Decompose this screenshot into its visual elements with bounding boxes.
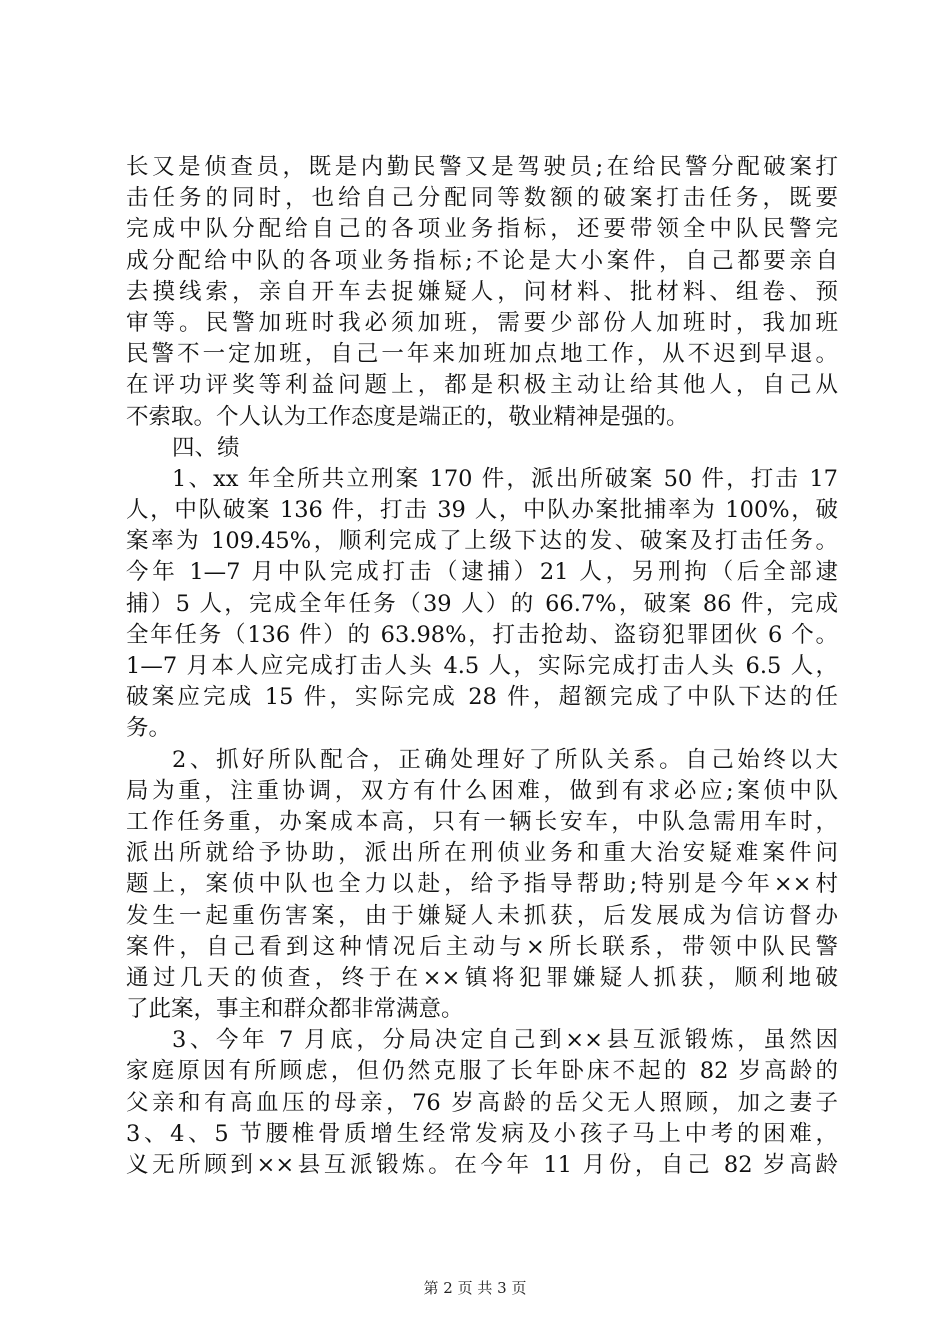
document-body — [126, 152, 838, 1181]
page-footer: 第 2 页 共 3 页 — [423, 1279, 527, 1297]
text-line: 务。 — [126, 715, 172, 742]
text-line: 3、今年 7 月底，分局决定自己到××县互派锻炼，虽然因 — [172, 1027, 838, 1054]
text-line: 义无所顾到××县互派锻炼。在今年 11 月份，自己 82 岁高龄 — [126, 1152, 838, 1178]
text-line: 成分配给中队的各项业务指标;不论是大小案件，自己都要亲自 — [126, 247, 838, 274]
text-line: 派出所就给予协助，派出所在刑侦业务和重大治安疑难案件问 — [126, 840, 838, 867]
text-line: 父亲和有高血压的母亲，76 岁高龄的岳父无人照顾，加之妻子 — [126, 1089, 838, 1116]
text-line: 人，中队破案 136 件，打击 39 人，中队办案批捕率为 100%，破 — [126, 497, 838, 524]
text-line: 了此案，事主和群众都非常满意。 — [126, 996, 464, 1023]
text-line: 局为重，注重协调，双方有什么困难，做到有求必应;案侦中队 — [126, 777, 838, 804]
text-line: 今年 1—7 月中队完成打击（逮捕）21 人，另刑拘（后全部逮 — [126, 559, 838, 586]
text-line: 捕）5 人，完成全年任务（39 人）的 66.7%，破案 86 件，完成 — [126, 590, 838, 617]
text-line: 击任务的同时，也给自己分配同等数额的破案打击任务，既要 — [126, 185, 838, 212]
text-line: 四、绩 — [172, 434, 240, 461]
text-line: 家庭原因有所顾虑，但仍然克服了长年卧床不起的 82 岁高龄的 — [126, 1058, 838, 1085]
text-line: 不索取。个人认为工作态度是端正的，敬业精神是强的。 — [126, 403, 689, 430]
text-line: 完成中队分配给自己的各项业务指标，还要带领全中队民警完 — [126, 216, 838, 243]
text-line: 通过几天的侦查，终于在××镇将犯罪嫌疑人抓获，顺利地破 — [126, 964, 838, 991]
text-line: 发生一起重伤害案，由于嫌疑人未抓获，后发展成为信访督办 — [126, 902, 838, 929]
text-line: 在评功评奖等利益问题上，都是积极主动让给其他人，自己从 — [126, 372, 838, 399]
text-line: 案率为 109.45%，顺利完成了上级下达的发、破案及打击任务。 — [126, 528, 838, 555]
text-line: 2、抓好所队配合，正确处理好了所队关系。自己始终以大 — [172, 746, 838, 773]
text-line: 工作任务重，办案成本高，只有一辆长安车，中队急需用车时， — [126, 808, 838, 835]
text-line: 案件，自己看到这种情况后主动与×所长联系，带领中队民警 — [126, 933, 838, 960]
text-line: 审等。民警加班时我必须加班，需要少部份人加班时，我加班 — [126, 309, 838, 336]
text-line: 全年任务（136 件）的 63.98%，打击抢劫、盗窃犯罪团伙 6 个。 — [126, 621, 838, 648]
text-line: 破案应完成 15 件，实际完成 28 件，超额完成了中队下达的任 — [126, 684, 838, 711]
text-line: 1—7 月本人应完成打击人头 4.5 人，实际完成打击人头 6.5 人， — [126, 653, 838, 679]
text-line: 3、4、5 节腰椎骨质增生经常发病及小孩子马上中考的困难， — [126, 1120, 838, 1147]
text-line: 1、xx 年全所共立刑案 170 件，派出所破案 50 件，打击 17 — [172, 465, 838, 492]
text-line: 长又是侦查员，既是内勤民警又是驾驶员;在给民警分配破案打 — [126, 154, 838, 180]
text-line: 民警不一定加班，自己一年来加班加点地工作，从不迟到早退。 — [126, 341, 838, 368]
text-line: 题上，案侦中队也全力以赴，给予指导帮助;特别是今年××村 — [126, 871, 838, 898]
text-line: 去摸线索，亲自开车去捉嫌疑人，问材料、批材料、组卷、预 — [126, 278, 838, 305]
